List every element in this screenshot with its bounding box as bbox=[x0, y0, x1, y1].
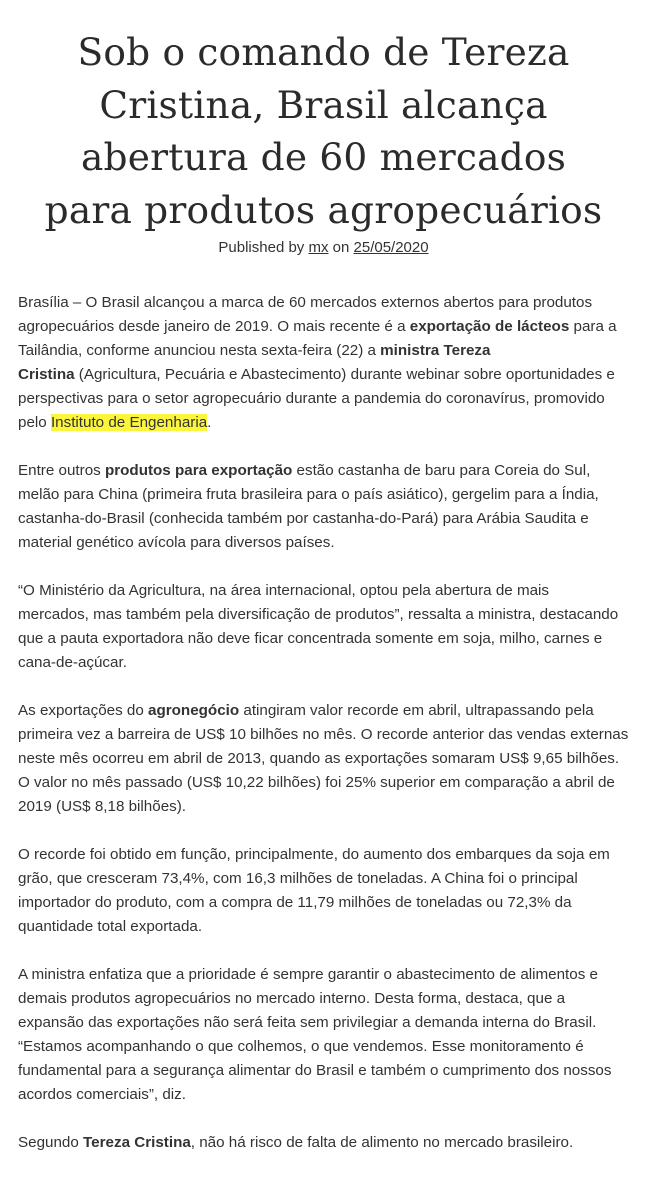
text-line bbox=[18, 411, 638, 435]
published-by-label: Published by bbox=[218, 239, 305, 256]
text-line: expansão das exportações não será feita sem privilegiar a demanda interna do Brasil. bbox=[18, 1014, 597, 1031]
bold-text: agronegócio bbox=[148, 702, 240, 719]
paragraph-3 bbox=[18, 579, 638, 675]
text-run: As exportações do bbox=[18, 702, 149, 719]
paragraph-1 bbox=[18, 291, 638, 435]
author-link[interactable]: mx bbox=[308, 239, 329, 256]
text-line bbox=[18, 699, 638, 723]
title-line: para produtos agropecuários bbox=[44, 187, 603, 232]
text-line: A ministra enfatiza que a prioridade é sempre garantir o abastecimento de alimentos e bbox=[18, 966, 598, 983]
text-line: cana-de-açúcar. bbox=[18, 654, 127, 671]
text-line: demais produtos agropecuários no mercado interno. Desta forma, destaca, que a bbox=[18, 990, 566, 1007]
text-line bbox=[18, 339, 638, 363]
text-line: quantidade total exportada. bbox=[18, 918, 203, 935]
date-link[interactable]: 25/05/2020 bbox=[353, 239, 429, 256]
bold-text: ministra Tereza bbox=[380, 342, 491, 359]
text-line: fundamental para a segurança alimentar do Brasil e também o cumprimento dos nossos bbox=[18, 1062, 612, 1079]
text-line: primeira vez a barreira de US$ 10 bilhões no mês. O recorde anterior das vendas externas bbox=[18, 726, 629, 743]
text-run: estão castanha de baru para Coreia do Sul, bbox=[292, 462, 591, 479]
title-line: Cristina, Brasil alcança bbox=[99, 82, 548, 127]
article-title bbox=[0, 0, 647, 236]
bold-text: Tereza Cristina bbox=[83, 1134, 191, 1151]
text-line: importador do produto, com a compra de 11,79 milhões de toneladas ou 72,3% da bbox=[18, 894, 572, 911]
on-label: on bbox=[332, 239, 350, 256]
text-run: agropecuários desde janeiro de 2019. O mais recente é a bbox=[18, 318, 410, 335]
bold-text: exportação de lácteos bbox=[409, 318, 570, 335]
text-line: que a pauta exportadora não deve ficar concentrada somente em soja, milho, carnes e bbox=[18, 630, 603, 647]
paragraph-5 bbox=[18, 843, 638, 939]
text-line: perspectivas para o setor agropecuário durante a pandemia do coronavírus, promovido bbox=[18, 390, 605, 407]
paragraph-2 bbox=[18, 459, 638, 555]
title-line: Sob o comando de Tereza bbox=[77, 30, 570, 74]
text-line bbox=[18, 1131, 638, 1155]
text-line: melão para China (primeira fruta brasileira para o país asiático), gergelim para a Índia, bbox=[18, 486, 599, 503]
text-line: “O Ministério da Agricultura, na área internacional, optou pela abertura de mais bbox=[18, 582, 550, 599]
highlighted-text: Instituto de Engenharia bbox=[50, 414, 208, 431]
text-run: Segundo bbox=[18, 1134, 84, 1151]
text-run: (Agricultura, Pecuária e Abastecimento) durante webinar sobre oportunidades e bbox=[74, 366, 615, 383]
text-line: material genético avícola para diversos países. bbox=[18, 534, 335, 551]
text-line bbox=[18, 315, 638, 339]
text-run: atingiram valor recorde em abril, ultrapassando pela bbox=[239, 702, 594, 719]
text-run: Tailândia, conforme anunciou nesta sexta-feira (22) a bbox=[18, 342, 381, 359]
text-run: , não há risco de falta de alimento no mercado brasileiro. bbox=[190, 1134, 574, 1151]
text-line: Brasília – O Brasil alcançou a marca de 60 mercados externos abertos para produtos bbox=[18, 294, 593, 311]
text-line bbox=[18, 363, 638, 387]
title-line: abertura de 60 mercados bbox=[80, 135, 567, 179]
text-line: grão, que cresceram 73,4%, com 16,3 milhões de toneladas. A China foi o principal bbox=[18, 870, 578, 887]
text-run: para a bbox=[569, 318, 617, 335]
paragraph-6 bbox=[18, 963, 638, 1107]
text-line: O valor no mês passado (US$ 10,22 bilhões) foi 25% superior em comparação a abril de bbox=[18, 774, 615, 791]
text-line bbox=[18, 459, 638, 483]
paragraph-4 bbox=[18, 699, 638, 819]
text-line: mercados, mas também pela diversificação de produtos”, ressalta a ministra, destacando bbox=[18, 606, 619, 623]
text-line: neste mês ocorreu em abril de 2013, quando as exportações somaram US$ 9,65 bilhões. bbox=[18, 750, 620, 767]
paragraph-7 bbox=[18, 1131, 638, 1155]
text-line: castanha-do-Brasil (conhecida também por castanha-do-Pará) para Arábia Saudita e bbox=[18, 510, 589, 527]
text-line: O recorde foi obtido em função, principalmente, do aumento dos embarques da soja em bbox=[18, 846, 610, 863]
bold-text: Cristina bbox=[18, 366, 75, 383]
bold-text: produtos para exportação bbox=[104, 462, 293, 479]
text-line: 2019 (US$ 8,18 bilhões). bbox=[18, 798, 187, 815]
text-line: “Estamos acompanhando o que colhemos, o que vendemos. Esse monitoramento é bbox=[18, 1038, 584, 1055]
text-line: acordos comerciais”, diz. bbox=[18, 1086, 186, 1103]
text-run: Entre outros bbox=[18, 462, 105, 479]
article-body bbox=[18, 291, 638, 1179]
text-run: pelo bbox=[18, 414, 51, 431]
post-meta bbox=[0, 239, 647, 257]
text-run: . bbox=[207, 414, 212, 431]
